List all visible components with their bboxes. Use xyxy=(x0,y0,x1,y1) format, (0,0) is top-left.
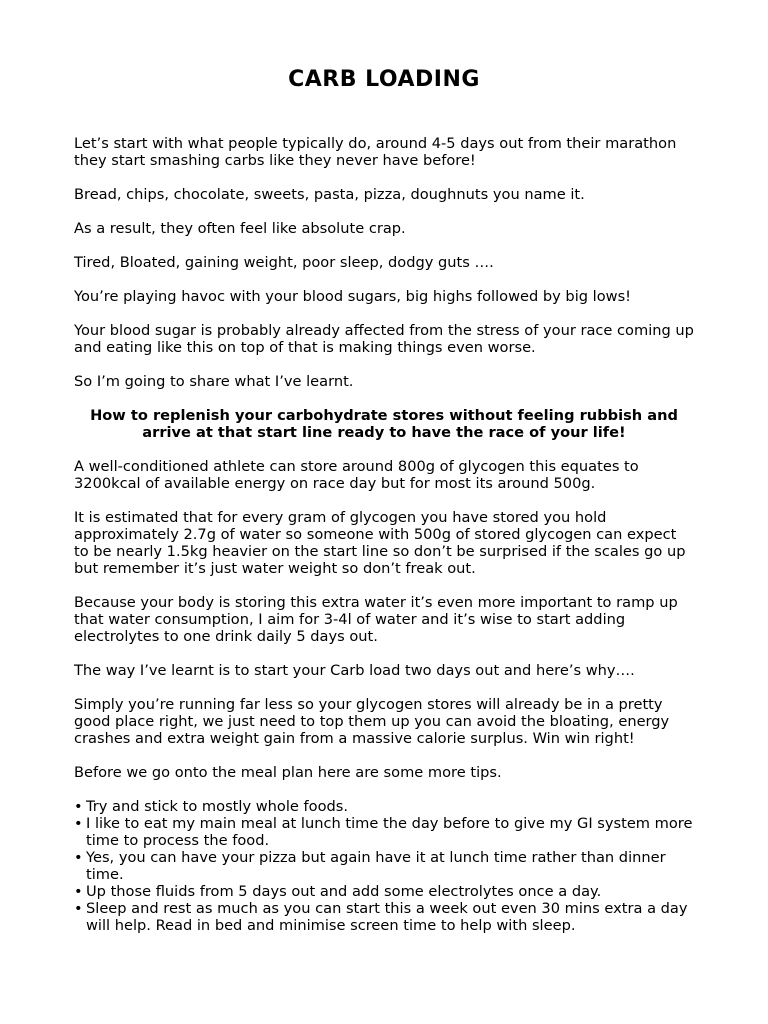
body-paragraph: The way I’ve learnt is to start your Carb load two days out and here’s why…. xyxy=(74,662,635,679)
document-title: CARB LOADING xyxy=(288,67,480,92)
intro-paragraph: Let’s start with what people typically do, around 4-5 days out from their marathon they start smashing carbs like they never have before! xyxy=(74,135,677,169)
intro-paragraph: Bread, chips, chocolate, sweets, pasta, pizza, doughnuts you name it. xyxy=(74,186,585,203)
intro-paragraph: Tired, Bloated, gaining weight, poor sleep, dodgy guts …. xyxy=(74,254,494,271)
tip-text: Up those fluids from 5 days out and add some electrolytes once a day. xyxy=(86,883,602,900)
tip-item xyxy=(74,798,694,815)
tip-text: Yes, you can have your pizza but again have it at lunch time rather than dinner time. xyxy=(86,849,666,883)
bullet-icon: • xyxy=(74,815,83,832)
tip-text: I like to eat my main meal at lunch time the day before to give my GI system more time to process the food. xyxy=(86,815,693,849)
tip-text: Sleep and rest as much as you can start this a week out even 30 mins extra a day will help. Read in bed and minimise screen time to help with sleep. xyxy=(86,900,688,934)
tip-item xyxy=(74,900,694,934)
body-paragraph: It is estimated that for every gram of glycogen you have stored you hold approximately 2.7g of water so someone with 500g of stored glycogen can expect to be nearly 1.5kg heavier on the start line so don’t be surprised if the scales go up but remember it’s just water weight so don’t freak out. xyxy=(74,509,686,577)
bullet-icon: • xyxy=(74,883,83,900)
document-body xyxy=(74,135,694,934)
body-paragraph: Because your body is storing this extra water it’s even more important to ramp up that water consumption, I aim for 3-4l of water and it’s wise to start adding electrolytes to one drink daily 5 days out. xyxy=(74,594,678,645)
bullet-icon: • xyxy=(74,798,83,815)
intro-paragraph: Your blood sugar is probably already affected from the stress of your race coming up and eating like this on top of that is making things even worse. xyxy=(74,322,694,356)
tips-list xyxy=(74,798,694,934)
tip-item xyxy=(74,815,694,849)
tip-item xyxy=(74,883,694,900)
bullet-icon: • xyxy=(74,849,83,866)
body-paragraph: Before we go onto the meal plan here are some more tips. xyxy=(74,764,502,781)
tip-item xyxy=(74,849,694,883)
section-subheading: How to replenish your carbohydrate stores without feeling rubbish and arrive at that start line ready to have the race of your life! xyxy=(90,407,678,441)
tip-text: Try and stick to mostly whole foods. xyxy=(86,798,349,815)
body-paragraph: A well-conditioned athlete can store around 800g of glycogen this equates to 3200kcal of available energy on race day but for most its around 500g. xyxy=(74,458,639,492)
intro-paragraph: So I’m going to share what I’ve learnt. xyxy=(74,373,354,390)
intro-paragraph: As a result, they often feel like absolute crap. xyxy=(74,220,406,237)
body-paragraph: Simply you’re running far less so your glycogen stores will already be in a pretty good place right, we just need to top them up you can avoid the bloating, energy crashes and extra weight gain from a massive calorie surplus. Win win right! xyxy=(74,696,670,747)
intro-paragraph: You’re playing havoc with your blood sugars, big highs followed by big lows! xyxy=(74,288,632,305)
bullet-icon: • xyxy=(74,900,83,917)
